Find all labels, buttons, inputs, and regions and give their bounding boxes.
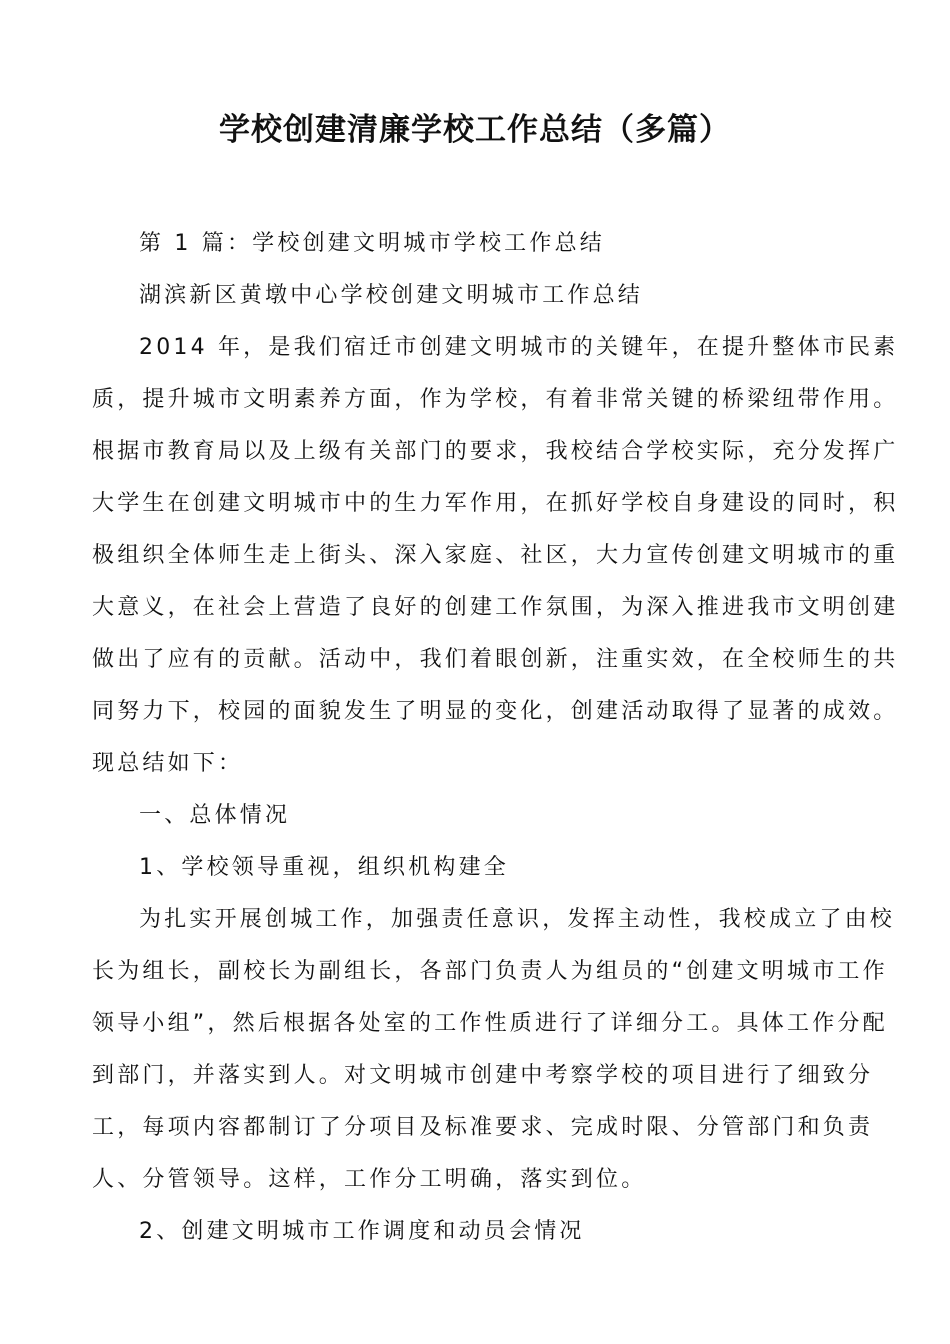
paragraph-line: 为扎实开展创城工作，加强责任意识，发挥主动性，我校成立了由校 (139, 907, 896, 932)
paragraph-line: 领导小组”，然后根据各处室的工作性质进行了详细分工。具体工作分配 (92, 1011, 888, 1036)
paragraph-line: 大学生在创建文明城市中的生力军作用，在抓好学校自身建设的同时，积 (92, 491, 899, 516)
report-subtitle: 湖滨新区黄墩中心学校创建文明城市工作总结 (139, 283, 644, 308)
paragraph-line: 做出了应有的贡献。活动中，我们着眼创新，注重实效，在全校师生的共 (92, 647, 899, 672)
paragraph-line: 大意义，在社会上营造了良好的创建工作氛围，为深入推进我市文明创建 (92, 595, 899, 620)
paragraph-line: 工，每项内容都制订了分项目及标准要求、完成时限、分管部门和负责 (92, 1115, 874, 1140)
paragraph-line: 质，提升城市文明素养方面，作为学校，有着非常关键的桥梁纽带作用。 (92, 387, 899, 412)
section-heading-overview: 一、总体情况 (139, 803, 291, 828)
document-title: 学校创建清廉学校工作总结（多篇） (219, 112, 731, 148)
paragraph-line: 2014 年，是我们宿迁市创建文明城市的关键年，在提升整体市民素 (139, 335, 899, 360)
paragraph-line: 根据市教育局以及上级有关部门的要求，我校结合学校实际，充分发挥广 (92, 439, 899, 464)
paragraph-line: 到部门，并落实到人。对文明城市创建中考察学校的项目进行了细致分 (92, 1063, 874, 1088)
document-body (92, 218, 899, 1258)
paragraph-line: 长为组长，副校长为副组长，各部门负责人为组员的“创建文明城市工作 (92, 959, 888, 984)
paragraph-line: 极组织全体师生走上街头、深入家庭、社区，大力宣传创建文明城市的重 (92, 543, 899, 568)
paragraph-line: 人、分管领导。这样，工作分工明确，落实到位。 (92, 1167, 647, 1192)
section-heading-part-1: 第 1 篇：学校创建文明城市学校工作总结 (139, 231, 605, 256)
subsection-heading-2: 2、创建文明城市工作调度和动员会情况 (139, 1219, 585, 1244)
paragraph-line: 现总结如下： (92, 751, 244, 776)
paragraph-line: 同努力下，校园的面貌发生了明显的变化，创建活动取得了显著的成效。 (92, 699, 899, 724)
subsection-heading-1: 1、学校领导重视，组织机构建全 (139, 855, 509, 880)
